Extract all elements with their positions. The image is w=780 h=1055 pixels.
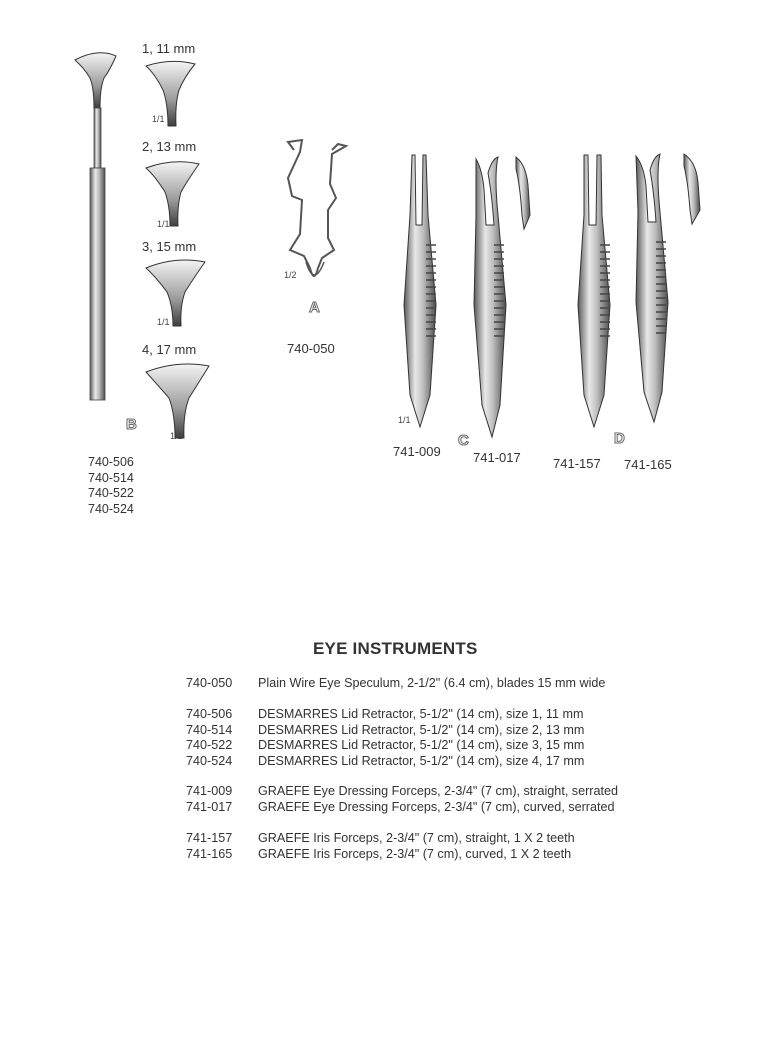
forceps-d-letter: D [614, 430, 625, 447]
retractor-blade-3 [143, 258, 209, 330]
catalog-desc: DESMARRES Lid Retractor, 5-1/2" (14 cm), size 4, 17 mm [258, 753, 585, 768]
retractor-letter: B [126, 416, 137, 433]
catalog-desc: Plain Wire Eye Speculum, 2-1/2" (6.4 cm), blades 15 mm wide [258, 676, 606, 690]
catalog-code: 741-017 [186, 799, 233, 814]
catalog-desc: GRAEFE Eye Dressing Forceps, 2-3/4" (7 cm), curved, serrated [258, 799, 615, 814]
catalog-code: 741-009 [186, 784, 233, 798]
retractor-size-3: 3, 15 mm [142, 239, 197, 254]
retractor-size-4: 4, 17 mm [142, 342, 197, 357]
forceps-straight-741-009 [398, 155, 442, 430]
forceps-d-code-1: 741-157 [553, 456, 601, 471]
speculum-illustration [282, 138, 352, 288]
retractor-code: 740-522 [88, 486, 134, 500]
speculum-code: 740-050 [287, 341, 335, 356]
catalog-desc: GRAEFE Iris Forceps, 2-3/4" (7 cm), straight, 1 X 2 teeth [258, 831, 575, 845]
forceps-c-code-1: 741-009 [393, 444, 441, 459]
speculum-letter: A [309, 299, 320, 316]
catalog-code: 740-524 [186, 753, 233, 768]
catalog-code: 740-514 [186, 722, 233, 737]
forceps-d-code-2: 741-165 [624, 457, 672, 472]
forceps-c-scale: 1/1 [398, 415, 411, 425]
retractor-scale-1: 1/1 [152, 114, 165, 124]
retractor-code: 740-506 [88, 455, 134, 469]
catalog-desc: GRAEFE Eye Dressing Forceps, 2-3/4" (7 cm), straight, serrated [258, 784, 619, 798]
catalog-table [186, 676, 706, 866]
catalog-title: EYE INSTRUMENTS [313, 639, 478, 658]
retractor-scale-4: 1/1 [170, 431, 183, 441]
retractor-code: 740-514 [88, 470, 134, 485]
retractor-size-2: 2, 13 mm [142, 139, 197, 154]
retractor-blade-4 [143, 362, 213, 442]
catalog-code: 741-165 [186, 846, 233, 861]
catalog-desc: DESMARRES Lid Retractor, 5-1/2" (14 cm), size 2, 13 mm [258, 722, 585, 737]
catalog-code: 740-050 [186, 676, 233, 690]
catalog-desc: DESMARRES Lid Retractor, 5-1/2" (14 cm), size 1, 11 mm [258, 707, 584, 721]
retractor-blade-2 [143, 160, 205, 230]
catalog-desc: DESMARRES Lid Retractor, 5-1/2" (14 cm), size 3, 15 mm [258, 738, 585, 752]
catalog-code: 741-157 [186, 831, 233, 845]
catalog-code: 740-522 [186, 738, 233, 752]
retractor-size-1: 1, 11 mm [142, 41, 196, 56]
forceps-c-letter: C [458, 432, 469, 449]
forceps-c-code-2: 741-017 [473, 450, 521, 465]
forceps-curved-741-017 [468, 155, 538, 440]
catalog-code: 740-506 [186, 707, 233, 721]
retractor-scale-2: 1/1 [157, 219, 170, 229]
retractor-code: 740-524 [88, 501, 134, 516]
retractor-codes [88, 455, 134, 517]
catalog-desc: GRAEFE Iris Forceps, 2-3/4" (7 cm), curved, 1 X 2 teeth [258, 846, 572, 861]
speculum-scale: 1/2 [284, 270, 297, 280]
forceps-curved-741-165 [632, 152, 712, 427]
retractor-illustration [70, 48, 130, 408]
forceps-straight-741-157 [572, 155, 616, 430]
retractor-scale-3: 1/1 [157, 317, 170, 327]
